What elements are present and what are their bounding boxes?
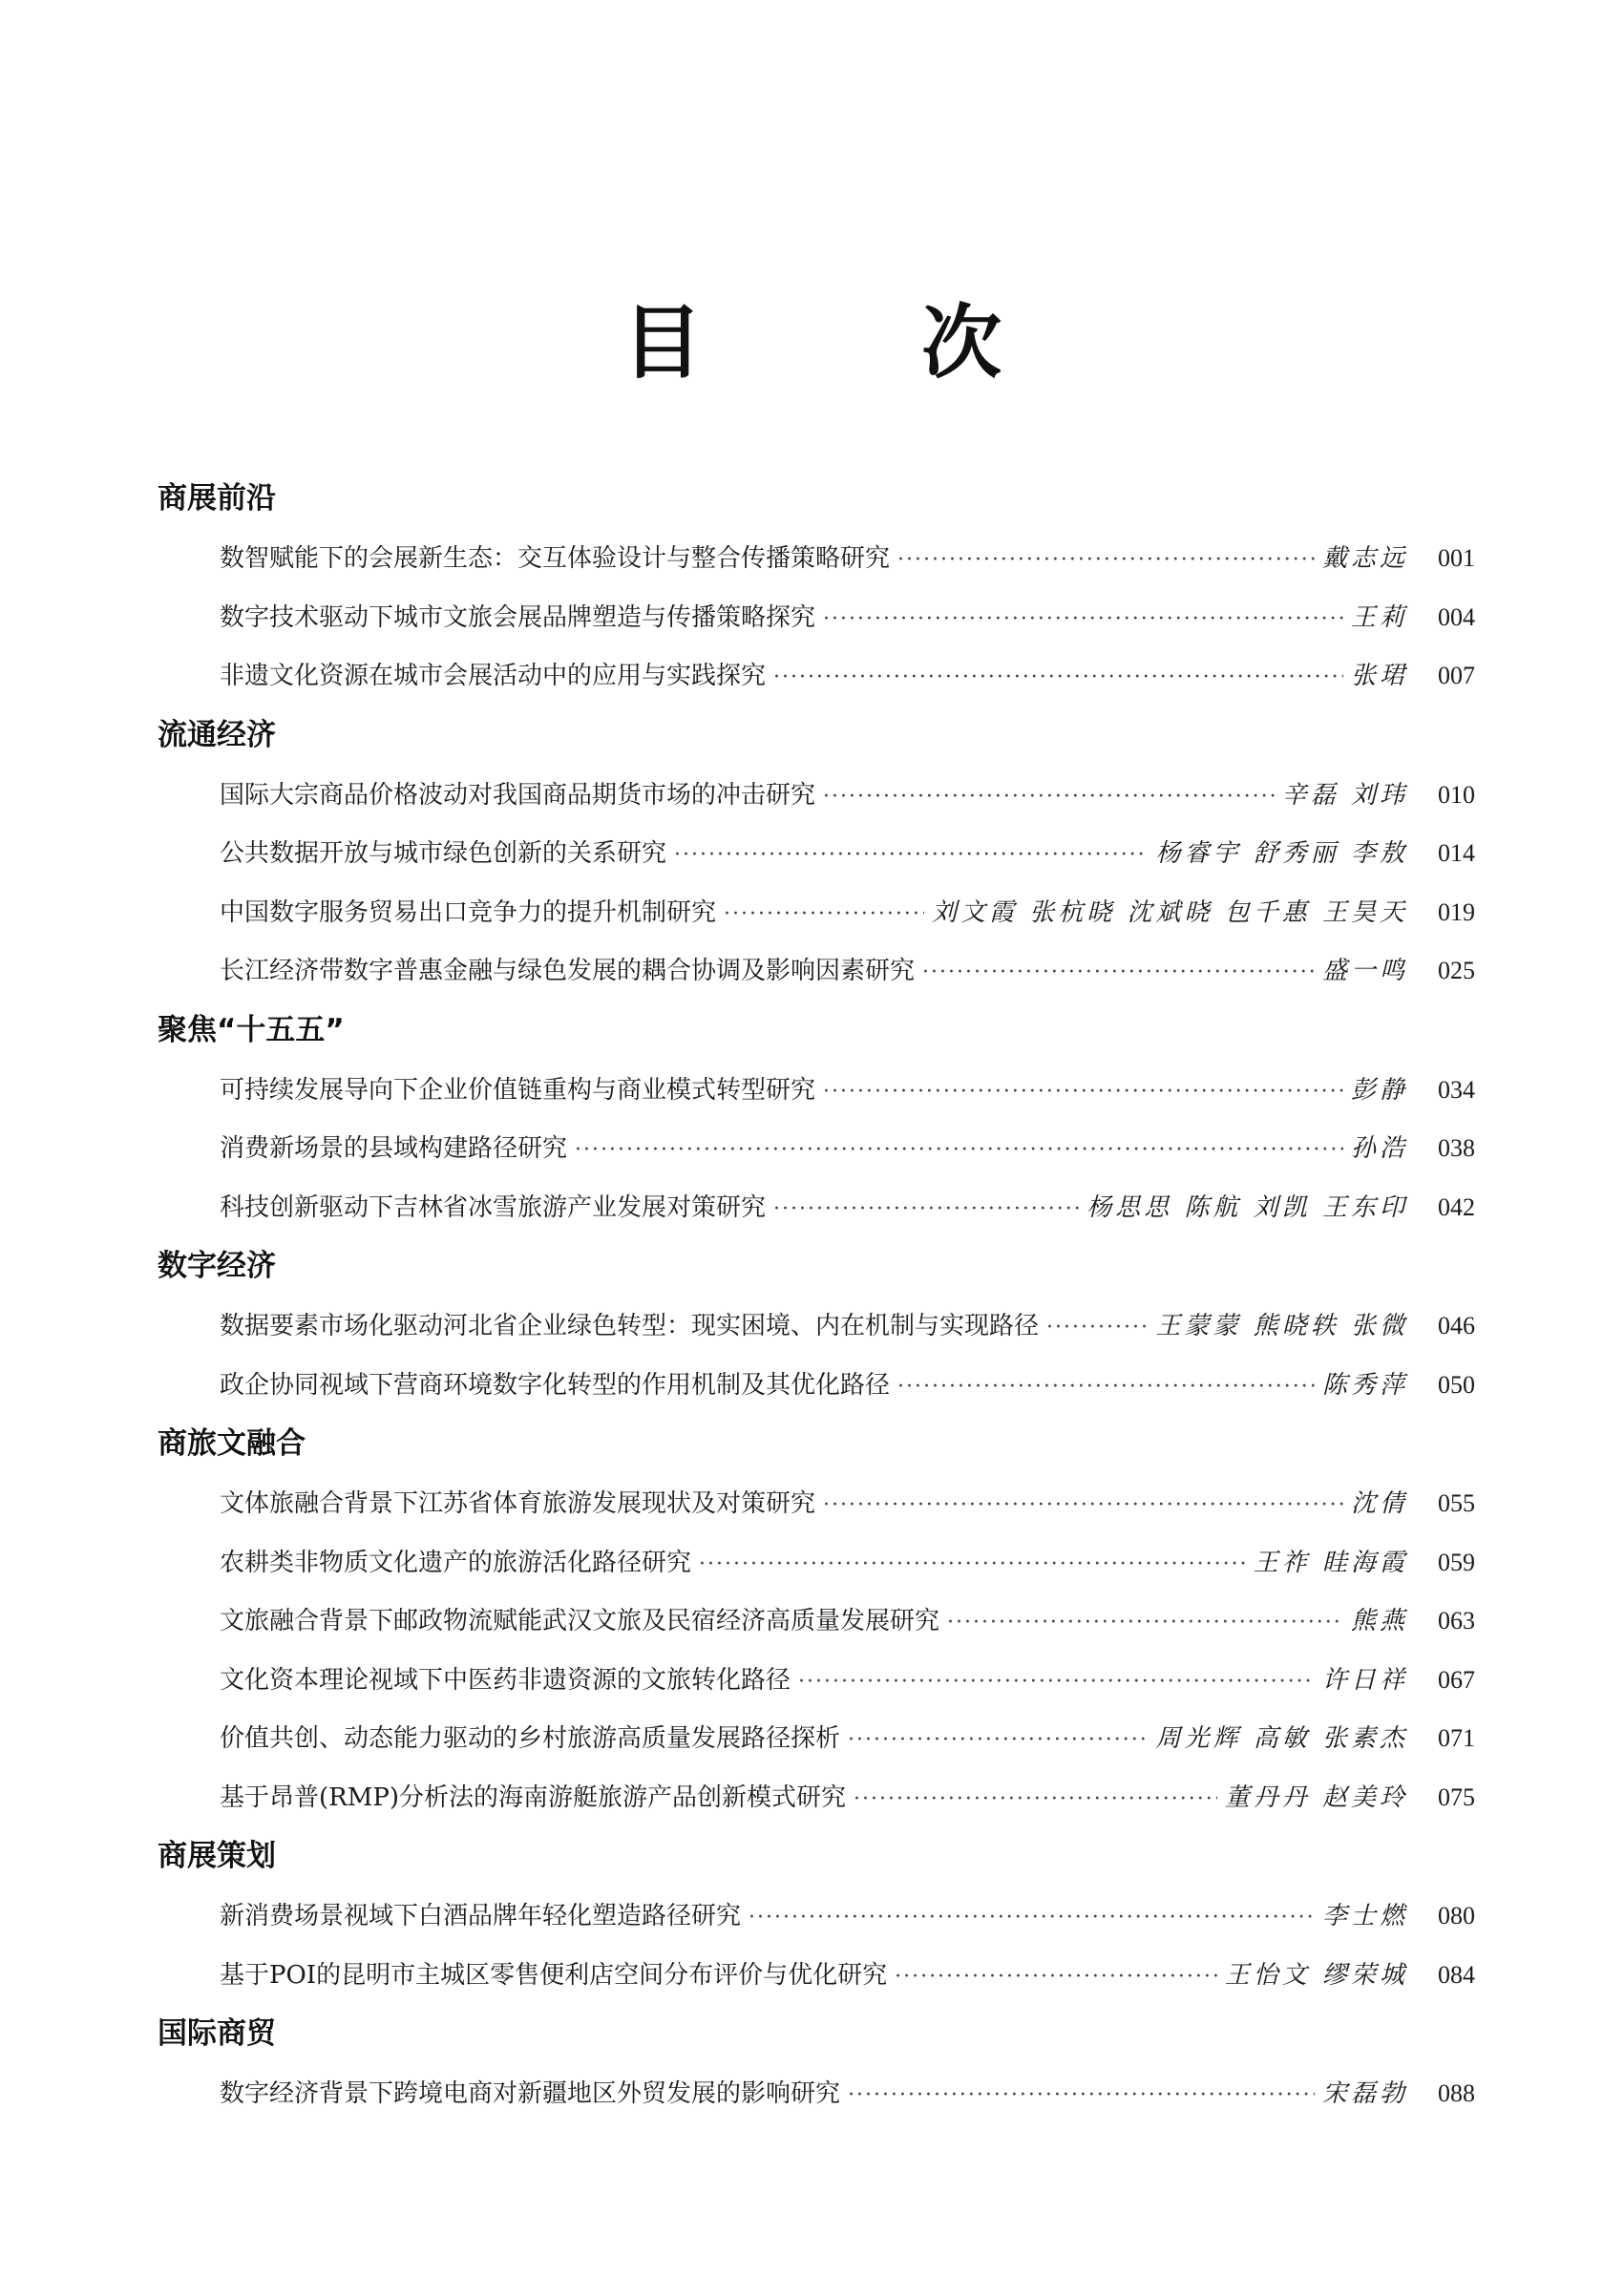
section-title: 商展策划 <box>158 1839 276 1873</box>
entry-page-number: 071 <box>1438 1724 1475 1752</box>
entry-title: 非遗文化资源在城市会展活动中的应用与实践探究 <box>220 662 767 690</box>
toc-section <box>158 1009 1475 1237</box>
entry-authors: 刘文霞 张杭晓 沈斌晓 包千惠 王昊天 <box>931 897 1408 927</box>
section-title: 流通经济 <box>158 717 276 752</box>
dot-leader <box>1046 1298 1148 1358</box>
dot-leader <box>848 2066 1315 2125</box>
toc-section <box>158 714 1475 1001</box>
entry-title: 基于POI的昆明市主城区零售便利店空间分布评价与优化研究 <box>220 1960 888 1990</box>
dot-leader <box>773 648 1343 707</box>
entry-title: 农耕类非物质文化遗产的旅游活化路径研究 <box>220 1548 692 1577</box>
dot-leader <box>724 885 924 944</box>
entry-authors: 王祚 眭海霞 <box>1253 1548 1408 1577</box>
entry-title: 消费新场景的县域构建路径研究 <box>220 1134 568 1163</box>
entry-authors: 李士燃 <box>1321 1902 1408 1930</box>
entry-title: 文旅融合背景下邮政物流赋能武汉文旅及民宿经济高质量发展研究 <box>220 1607 940 1635</box>
dot-leader <box>947 1593 1343 1653</box>
entry-page-number: 034 <box>1438 1075 1475 1104</box>
entry-authors: 陈秀萍 <box>1321 1370 1408 1400</box>
dot-leader <box>823 768 1275 827</box>
dot-leader <box>897 1358 1315 1417</box>
entry-title: 政企协同视域下营商环境数字化转型的作用机制及其优化路径 <box>220 1370 891 1400</box>
entry-page-number: 075 <box>1438 1782 1475 1811</box>
toc-entry[interactable] <box>158 1592 1475 1651</box>
entry-authors: 周光辉 高敏 张素杰 <box>1155 1724 1408 1753</box>
dot-leader <box>773 1180 1079 1239</box>
entry-page-number: 014 <box>1438 839 1475 867</box>
toc-entry[interactable] <box>158 1297 1475 1356</box>
dot-leader <box>575 1121 1343 1180</box>
table-of-contents <box>158 477 1475 2123</box>
toc-entry[interactable] <box>158 1119 1475 1178</box>
entry-title: 数字经济背景下跨境电商对新疆地区外贸发展的影响研究 <box>220 2079 841 2108</box>
dot-leader <box>798 1653 1315 1712</box>
toc-entry[interactable] <box>158 588 1475 647</box>
dot-leader <box>823 1063 1343 1122</box>
dot-leader <box>674 826 1148 885</box>
dot-leader <box>922 943 1315 1002</box>
toc-entry[interactable] <box>158 1061 1475 1120</box>
toc-section <box>158 477 1475 706</box>
entry-title: 可持续发展导向下企业价值链重构与商业模式转型研究 <box>220 1075 816 1105</box>
entry-title: 国际大宗商品价格波动对我国商品期货市场的冲击研究 <box>220 780 816 810</box>
dot-leader <box>854 1770 1217 1829</box>
toc-entry[interactable] <box>158 1946 1475 2005</box>
entry-page-number: 063 <box>1438 1607 1475 1635</box>
entry-page-number: 025 <box>1438 957 1475 984</box>
entry-authors: 熊燕 <box>1350 1607 1408 1635</box>
section-title: 商展前沿 <box>158 481 276 516</box>
entry-authors: 彭静 <box>1350 1075 1408 1105</box>
entry-page-number: 001 <box>1438 544 1475 572</box>
toc-entry[interactable] <box>158 1356 1475 1415</box>
entry-authors: 宋磊勃 <box>1321 2079 1408 2108</box>
toc-entry[interactable] <box>158 1651 1475 1710</box>
toc-entry[interactable] <box>158 824 1475 883</box>
entry-authors: 孙浩 <box>1350 1134 1408 1163</box>
entry-authors: 辛磊 刘玮 <box>1281 780 1408 810</box>
entry-authors: 董丹丹 赵美玲 <box>1224 1782 1408 1812</box>
entry-page-number: 042 <box>1438 1192 1475 1221</box>
toc-entry[interactable] <box>158 1474 1475 1533</box>
dot-leader <box>699 1535 1246 1594</box>
entry-authors: 张珺 <box>1350 662 1408 690</box>
entry-title: 数据要素市场化驱动河北省企业绿色转型：现实困境、内在机制与实现路径 <box>220 1312 1040 1340</box>
entry-title: 中国数字服务贸易出口竞争力的提升机制研究 <box>220 897 717 927</box>
toc-entry[interactable] <box>158 1887 1475 1946</box>
page-title: 目 次 <box>622 296 1098 390</box>
entry-page-number: 080 <box>1438 1902 1475 1930</box>
entry-page-number: 038 <box>1438 1134 1475 1162</box>
toc-entry[interactable] <box>158 2064 1475 2123</box>
entry-authors: 王莉 <box>1350 602 1408 632</box>
entry-page-number: 010 <box>1438 780 1475 809</box>
dot-leader <box>895 1948 1217 2007</box>
entry-page-number: 050 <box>1438 1370 1475 1399</box>
toc-section <box>158 2013 1475 2123</box>
entry-authors: 杨睿宇 舒秀丽 李敖 <box>1155 839 1408 868</box>
entry-authors: 杨思思 陈航 刘凯 王东印 <box>1086 1192 1408 1222</box>
entry-title: 长江经济带数字普惠金融与绿色发展的耦合协调及影响因素研究 <box>220 957 916 985</box>
dot-leader <box>749 1888 1315 1948</box>
entry-title: 新消费场景视域下白酒品牌年轻化塑造路径研究 <box>220 1902 742 1930</box>
section-title: 数字经济 <box>158 1249 276 1283</box>
entry-page-number: 019 <box>1438 897 1475 926</box>
entry-page-number: 067 <box>1438 1665 1475 1694</box>
entry-title: 文化资本理论视域下中医药非遗资源的文旅转化路径 <box>220 1665 791 1695</box>
entry-page-number: 004 <box>1438 602 1475 631</box>
section-title: 商旅文融合 <box>158 1426 306 1461</box>
toc-section <box>158 1245 1475 1414</box>
toc-entry[interactable] <box>158 883 1475 942</box>
toc-entry[interactable] <box>158 529 1475 588</box>
entry-authors: 王怡文 缪荣城 <box>1224 1960 1408 1990</box>
entry-page-number: 088 <box>1438 2079 1475 2107</box>
entry-page-number: 084 <box>1438 1960 1475 1989</box>
dot-leader <box>823 590 1343 649</box>
entry-title: 基于昂普(RMP)分析法的海南游艇旅游产品创新模式研究 <box>220 1782 846 1812</box>
entry-authors: 戴志远 <box>1321 544 1408 573</box>
entry-title: 数字技术驱动下城市文旅会展品牌塑造与传播策略探究 <box>220 602 816 632</box>
toc-entry[interactable] <box>158 1768 1475 1827</box>
toc-entry[interactable] <box>158 1709 1475 1768</box>
entry-page-number: 007 <box>1438 662 1475 689</box>
entry-authors: 王蒙蒙 熊晓轶 张微 <box>1155 1312 1408 1340</box>
entry-page-number: 059 <box>1438 1548 1475 1576</box>
toc-entry[interactable] <box>158 646 1475 706</box>
toc-section <box>158 1423 1475 1826</box>
entry-title: 文体旅融合背景下江苏省体育旅游发展现状及对策研究 <box>220 1489 816 1518</box>
section-title: 国际商贸 <box>158 2016 276 2051</box>
toc-entry[interactable] <box>158 941 1475 1001</box>
entry-title: 价值共创、动态能力驱动的乡村旅游高质量发展路径探析 <box>220 1724 841 1753</box>
toc-entry[interactable] <box>158 1533 1475 1592</box>
dot-leader <box>897 531 1315 590</box>
section-title: 聚焦“十五五” <box>158 1012 345 1047</box>
entry-authors: 沈倩 <box>1350 1489 1408 1518</box>
entry-title: 科技创新驱动下吉林省冰雪旅游产业发展对策研究 <box>220 1192 767 1222</box>
entry-page-number: 046 <box>1438 1312 1475 1339</box>
entry-authors: 盛一鸣 <box>1321 957 1408 985</box>
toc-entry[interactable] <box>158 1178 1475 1237</box>
dot-leader <box>823 1476 1343 1535</box>
entry-title: 公共数据开放与城市绿色创新的关系研究 <box>220 839 667 868</box>
entry-authors: 许日祥 <box>1321 1665 1408 1695</box>
toc-entry[interactable] <box>158 766 1475 825</box>
entry-title: 数智赋能下的会展新生态：交互体验设计与整合传播策略研究 <box>220 544 891 573</box>
toc-section <box>158 1835 1475 2004</box>
dot-leader <box>848 1711 1148 1770</box>
entry-page-number: 055 <box>1438 1489 1475 1517</box>
